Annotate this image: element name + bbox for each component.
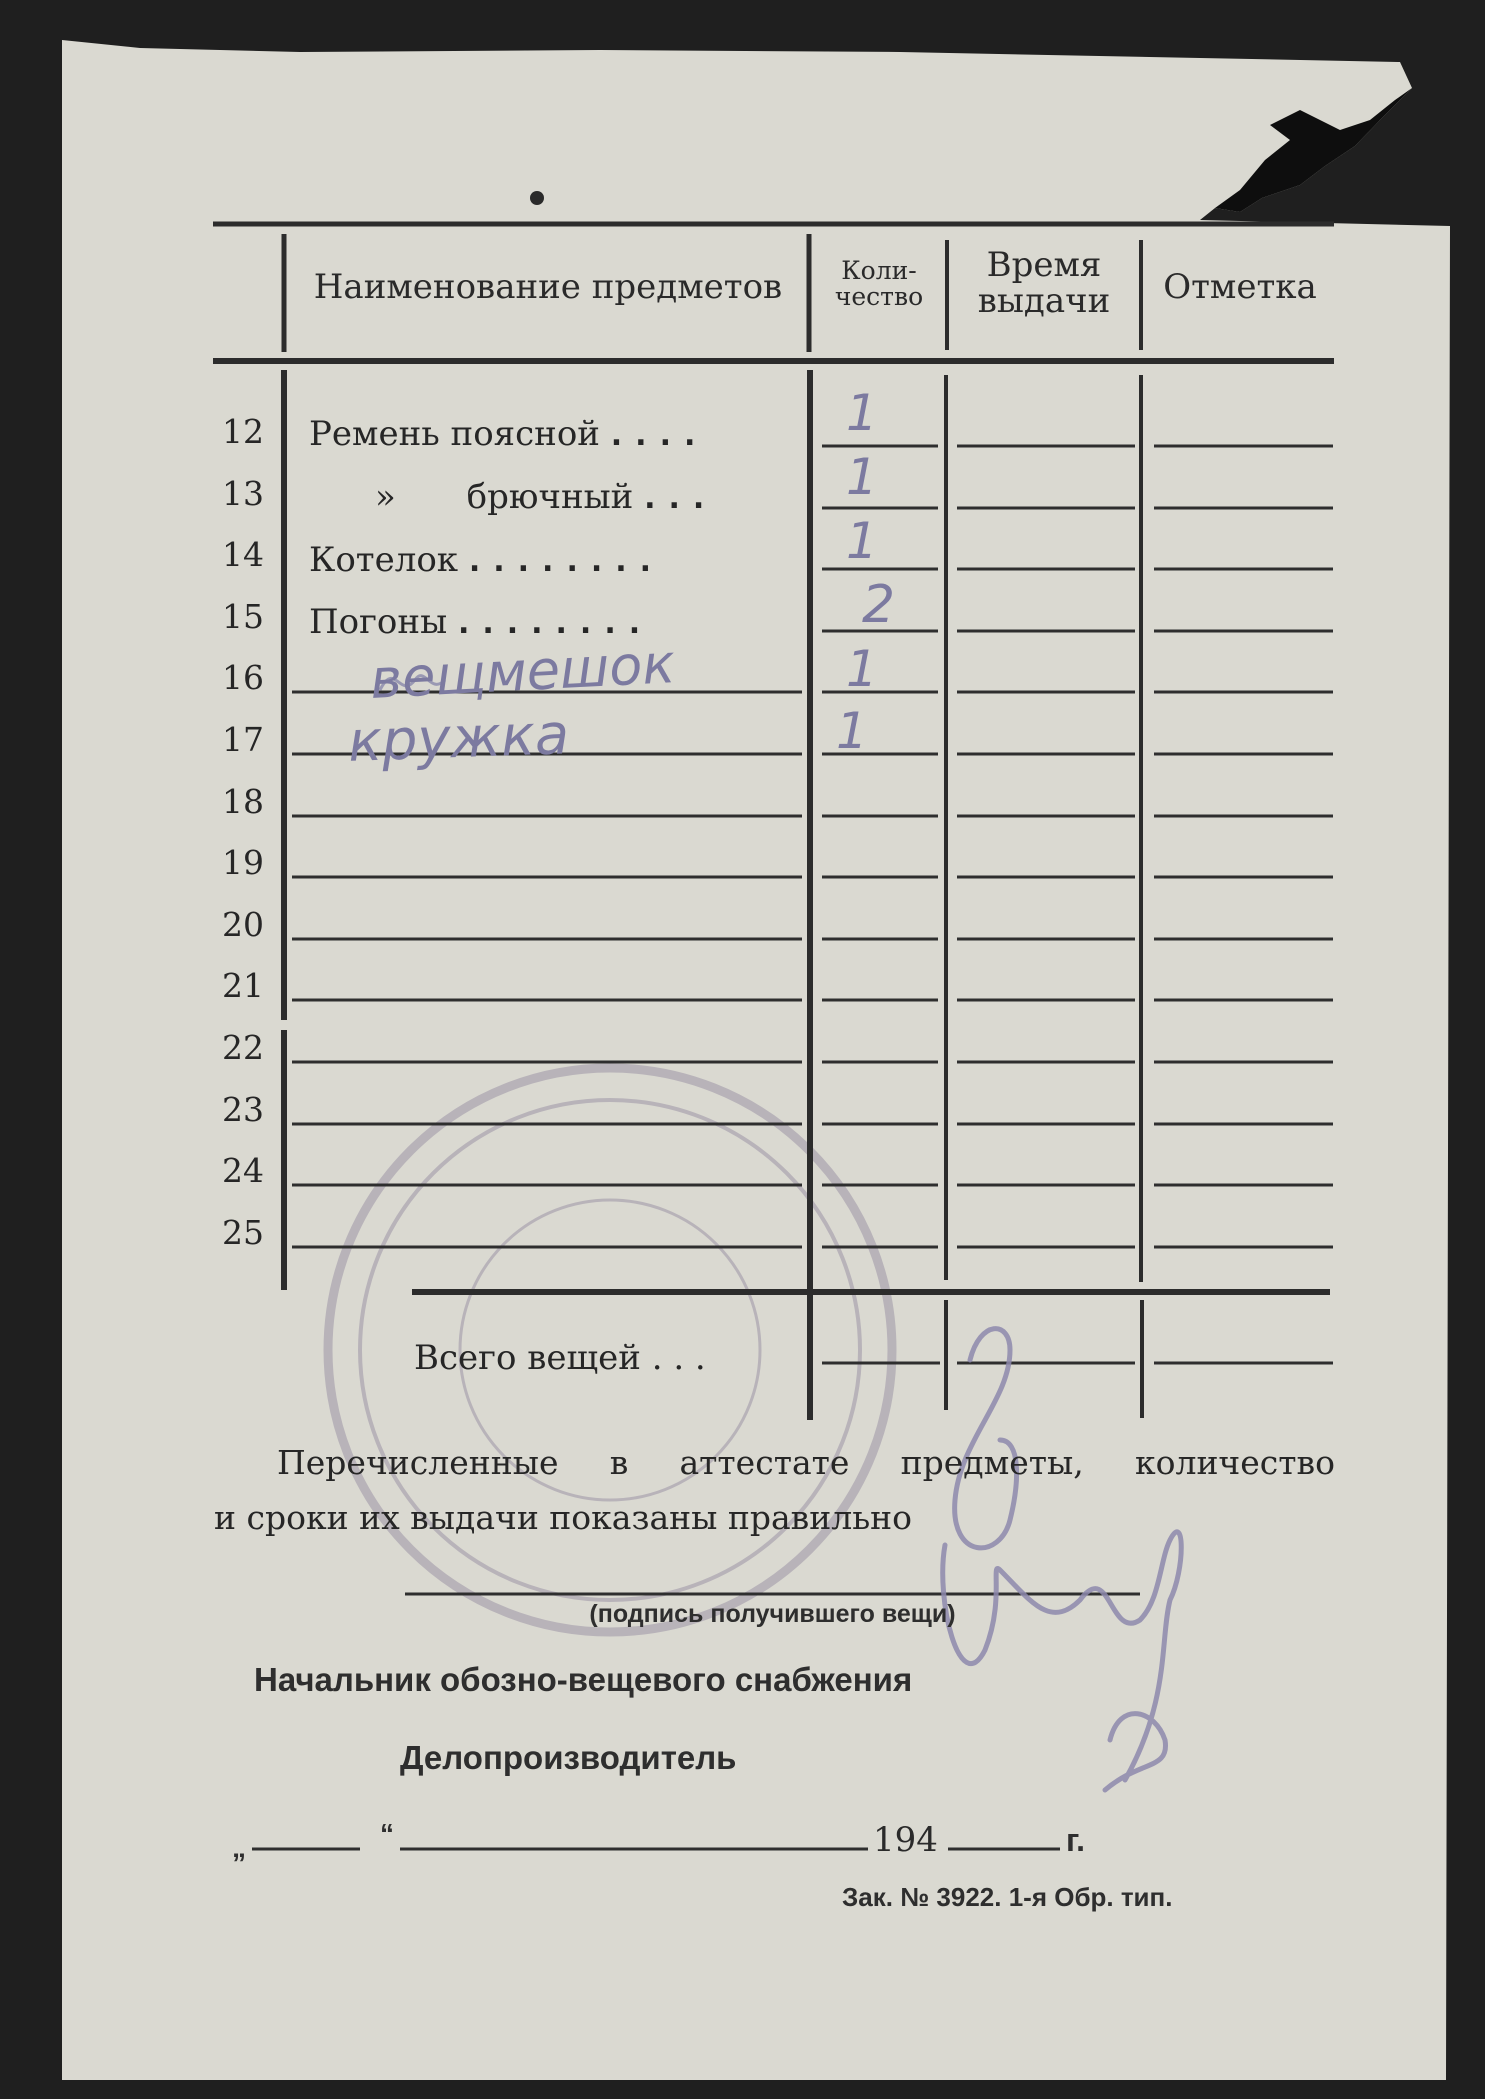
punch-hole bbox=[530, 191, 544, 205]
row-number: 20 bbox=[222, 904, 264, 944]
handwritten-item-text: кружка bbox=[346, 702, 571, 775]
row-number: 18 bbox=[222, 781, 264, 821]
row-number: 13 bbox=[222, 473, 264, 513]
qty-row16 bbox=[846, 640, 878, 698]
qty-row12 bbox=[846, 384, 878, 442]
leader-dots: ........ bbox=[457, 606, 654, 641]
qty-row14 bbox=[846, 512, 878, 570]
qty-row13 bbox=[846, 448, 878, 506]
item-label: брючный bbox=[466, 477, 634, 517]
qty-value: 1 bbox=[846, 384, 878, 442]
date-year-suffix bbox=[1066, 1822, 1085, 1859]
column-header-quantity-line1: Коли- bbox=[841, 256, 917, 285]
paper-sheet bbox=[62, 40, 1450, 2080]
statement-word: Перечисленные bbox=[277, 1443, 559, 1482]
row-number: 22 bbox=[222, 1028, 264, 1067]
signature-caption bbox=[405, 1600, 1140, 1629]
column-header-mark-text: Отметка bbox=[1163, 267, 1317, 307]
chief-title bbox=[254, 1661, 912, 1699]
leader-dots: ... bbox=[644, 481, 718, 516]
qty-value: 2 bbox=[862, 575, 896, 635]
row-number: 17 bbox=[222, 720, 264, 759]
date-open-quote-text: „ bbox=[232, 1832, 246, 1863]
qty-row15 bbox=[862, 575, 895, 635]
total-items-text: Всего вещей . . . bbox=[414, 1338, 706, 1378]
row-number: 12 bbox=[222, 412, 264, 451]
column-header-issue-time bbox=[952, 245, 1136, 321]
column-header-mark bbox=[1148, 267, 1332, 307]
print-order-note bbox=[842, 1882, 1172, 1913]
date-close-quote bbox=[380, 1818, 394, 1850]
column-header-quantity bbox=[815, 258, 943, 311]
row-number: 19 bbox=[222, 843, 264, 883]
column-header-quantity-line2: чество bbox=[834, 282, 924, 312]
handwritten-item-text: вещмешок bbox=[368, 632, 677, 711]
qty-value: 1 bbox=[846, 448, 878, 506]
row-number: 23 bbox=[222, 1089, 264, 1129]
signature-caption-text: (подпись получившего вещи) bbox=[589, 1600, 956, 1628]
date-year-prefix bbox=[873, 1820, 938, 1860]
column-header-name-text: Наименование предметов bbox=[313, 267, 783, 307]
row-number: 21 bbox=[222, 966, 264, 1006]
print-order-text: Зак. № 3922. 1-я Обр. тип. bbox=[842, 1882, 1173, 1912]
row-number: 25 bbox=[222, 1212, 264, 1252]
item-mess-tin bbox=[309, 540, 664, 580]
statement-word: количество bbox=[1134, 1443, 1335, 1482]
qty-value: 1 bbox=[846, 512, 878, 570]
item-label: Погоны bbox=[309, 602, 448, 642]
qty-row17 bbox=[836, 702, 868, 760]
qty-value: 1 bbox=[846, 640, 878, 698]
ditto-mark: » bbox=[375, 477, 396, 517]
qty-value: 1 bbox=[836, 702, 868, 760]
statement-line2 bbox=[214, 1498, 912, 1537]
row-number: 16 bbox=[222, 658, 264, 698]
item-trouser-belt bbox=[375, 477, 717, 517]
date-year-suffix-text: г. bbox=[1066, 1822, 1086, 1858]
date-open-quote bbox=[232, 1832, 246, 1864]
item-label: Ремень поясной bbox=[309, 414, 600, 454]
item-belt bbox=[309, 414, 708, 454]
statement-word: в bbox=[609, 1443, 629, 1482]
statement-word: предметы, bbox=[900, 1443, 1084, 1482]
row-number: 14 bbox=[222, 535, 264, 575]
column-header-issue-time-line2: выдачи bbox=[977, 280, 1111, 321]
date-close-quote-text: “ bbox=[380, 1818, 394, 1849]
column-header-issue-time-line1: Время bbox=[986, 245, 1102, 285]
total-items-label bbox=[414, 1338, 706, 1378]
statement-line1 bbox=[277, 1443, 1335, 1482]
statement-line2-text: и сроки их выдачи показаны правильно bbox=[214, 1498, 913, 1537]
item-label: Котелок bbox=[309, 540, 459, 580]
leader-dots: ........ bbox=[468, 544, 665, 579]
date-year-prefix-text: 194 bbox=[873, 1820, 938, 1860]
handwritten-item-row17 bbox=[347, 702, 570, 775]
clerk-title bbox=[400, 1739, 736, 1777]
chief-title-text: Начальник обозно-вещевого снабжения bbox=[254, 1661, 913, 1698]
statement-word: аттестате bbox=[679, 1443, 850, 1482]
clerk-title-text: Делопроизводитель bbox=[400, 1739, 737, 1776]
row-number: 15 bbox=[222, 596, 264, 636]
column-header-name bbox=[292, 267, 804, 307]
leader-dots: .... bbox=[610, 418, 709, 453]
row-number: 24 bbox=[222, 1151, 264, 1191]
